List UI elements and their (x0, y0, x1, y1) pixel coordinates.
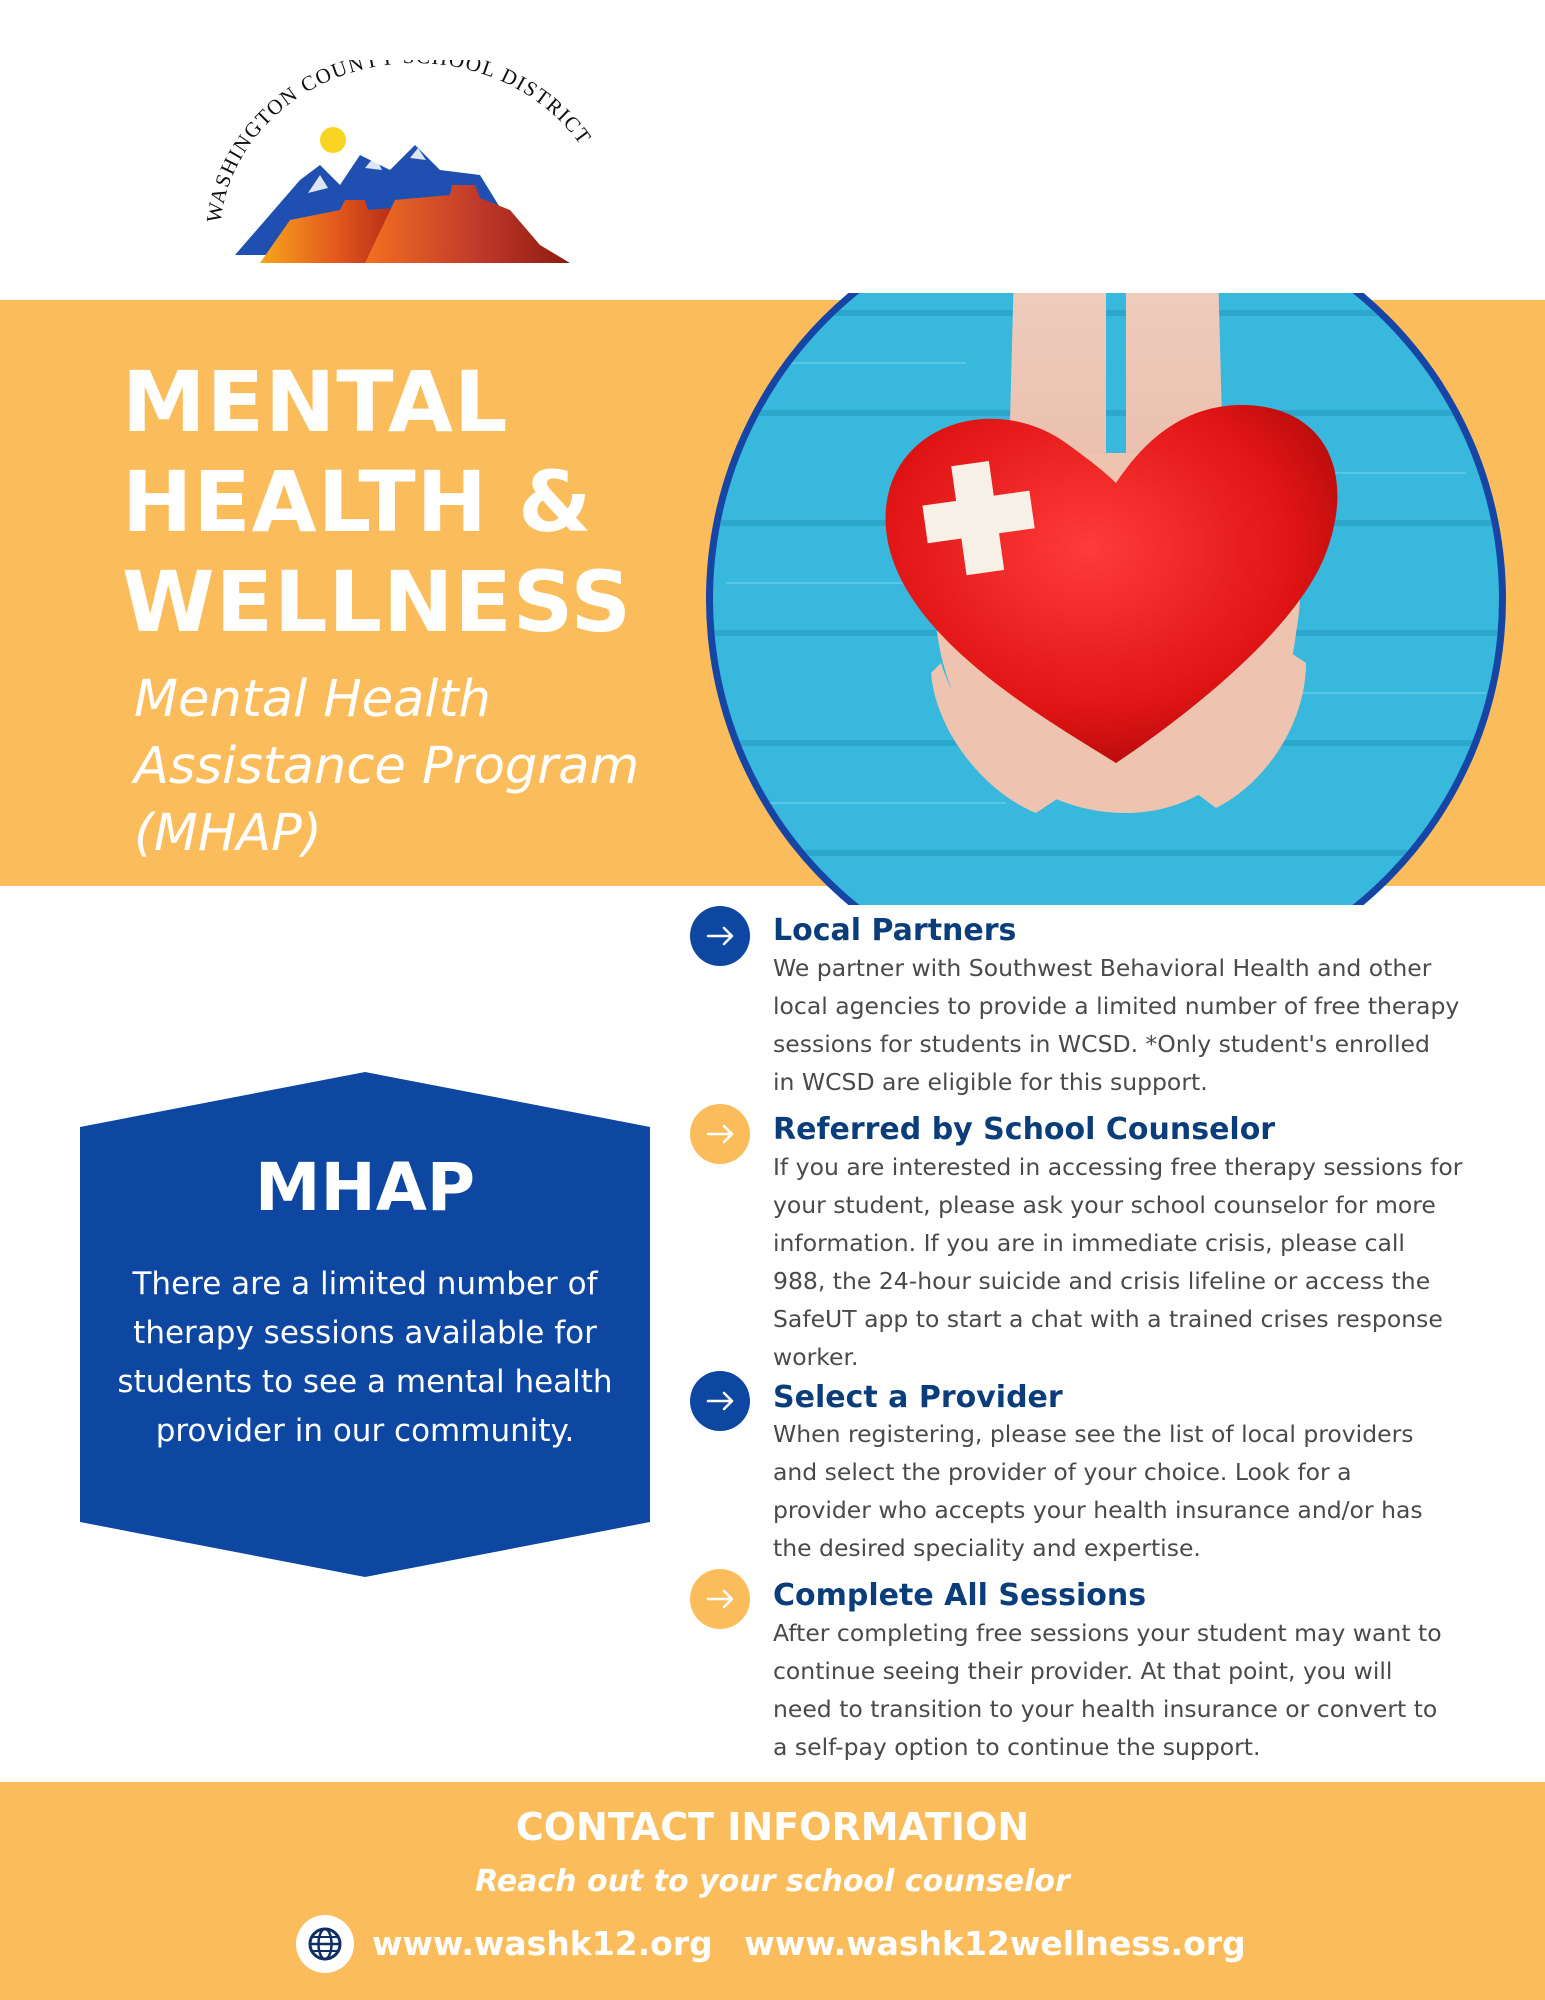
step-line: If you are interested in accessing free therapy sessions for (773, 1153, 1463, 1181)
step-line: local agencies to provide a limited number of free therapy (773, 992, 1460, 1020)
contact-subtitle: Reach out to your school counselor (475, 1864, 1070, 1899)
mhap-card-body: There are a limited number of therapy sessions available for students to see a mental health provider in our community. (117, 1266, 613, 1449)
step-title-referred: Referred by School Counselor (773, 1112, 1276, 1147)
arrow-right-icon (690, 1371, 750, 1431)
step-line: SafeUT app to start a chat with a trained crises response (773, 1305, 1443, 1333)
step-line: a self-pay option to continue the support. (773, 1733, 1261, 1761)
step-body-select-provider (773, 1415, 1513, 1567)
globe-icon (296, 1915, 354, 1973)
step-line: worker. (773, 1343, 859, 1371)
hero-photo (706, 293, 1506, 905)
arrow-right-icon (690, 906, 750, 966)
title-line: MENTAL (122, 353, 509, 451)
step-body-referred (773, 1148, 1513, 1376)
district-logo (190, 60, 630, 270)
title-line: WELLNESS (122, 553, 632, 651)
sun-shape (320, 127, 346, 153)
subtitle-line: Mental Health (134, 670, 491, 729)
step-body-complete-sessions (773, 1614, 1513, 1766)
logo-arc-text: WASHINGTON COUNT OOL DISTRICT (201, 60, 597, 225)
step-line: provider who accepts your health insurance and/or has (773, 1496, 1423, 1524)
website-link[interactable]: www.washk12.org (372, 1924, 713, 1963)
step-line: need to transition to your health insurance or convert to (773, 1695, 1438, 1723)
step-line: 988, the 24-hour suicide and crisis lifeline or access the (773, 1267, 1431, 1295)
title-line: HEALTH & (122, 453, 593, 551)
step-line: the desired speciality and expertise. (773, 1534, 1201, 1562)
page-subtitle (134, 666, 694, 867)
arrow-right-icon (690, 1104, 750, 1164)
step-title-local-partners: Local Partners (773, 913, 1017, 948)
page-title (122, 352, 742, 652)
contact-title: CONTACT INFORMATION (515, 1805, 1030, 1849)
subtitle-line: Assistance Program (134, 737, 640, 796)
step-body-local-partners (773, 949, 1513, 1101)
step-line: and select the provider of your choice. Look for a (773, 1458, 1352, 1486)
step-line: your student, please ask your school counselor for more (773, 1191, 1436, 1219)
mhap-card-title: MHAP (254, 1149, 476, 1226)
wellness-website-link[interactable]: www.washk12wellness.org (744, 1924, 1246, 1963)
step-title-complete-sessions: Complete All Sessions (773, 1578, 1147, 1613)
step-line: When registering, please see the list of local providers (773, 1420, 1414, 1448)
subtitle-line: (MHAP) (134, 804, 322, 863)
contact-links (372, 1918, 1272, 1970)
step-line: continue seeing their provider. At that point, you will (773, 1657, 1393, 1685)
step-line: sessions for students in WCSD. *Only student's enrolled (773, 1030, 1430, 1058)
arrow-right-icon (690, 1569, 750, 1629)
step-line: in WCSD are eligible for this support. (773, 1068, 1208, 1096)
step-line: We partner with Southwest Behavioral Health and other (773, 954, 1432, 982)
step-title-select-provider: Select a Provider (773, 1380, 1063, 1415)
step-line: After completing free sessions your student may want to (773, 1619, 1442, 1647)
step-line: information. If you are in immediate crisis, please call (773, 1229, 1405, 1257)
